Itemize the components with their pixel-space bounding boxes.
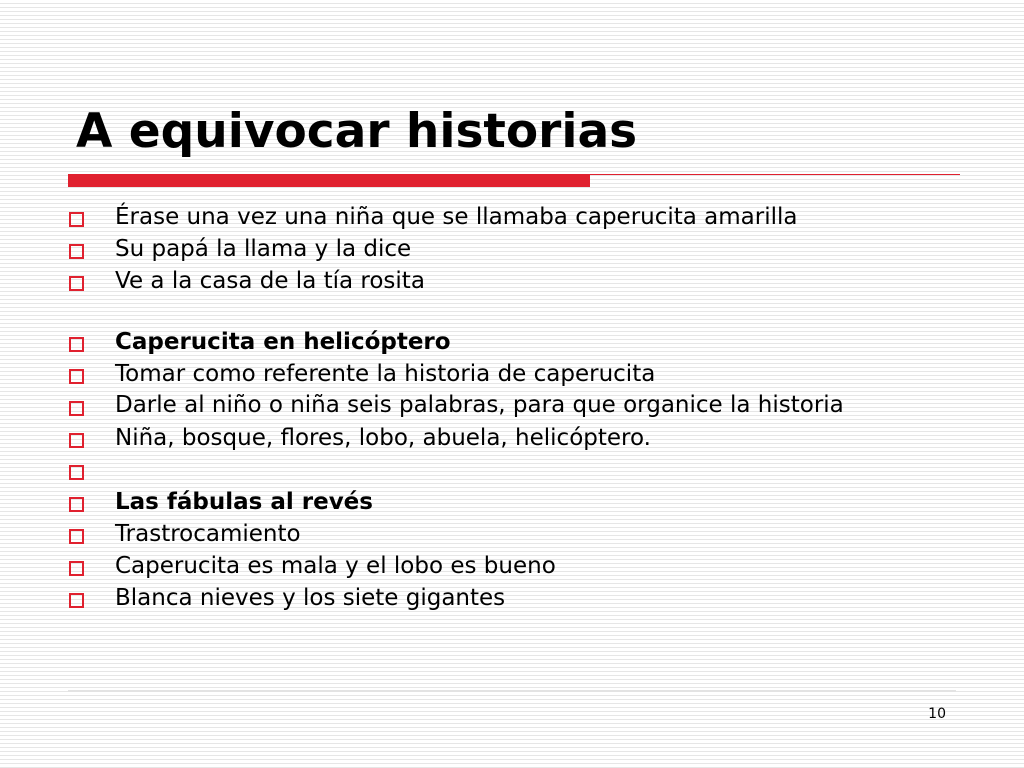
slide-title: A equivocar historias: [76, 104, 638, 159]
bullet-list: [68, 203, 968, 616]
bullet-item: [68, 235, 968, 264]
bullet-item-heading: [68, 488, 968, 517]
page-number: 10: [928, 706, 946, 722]
bullet-text: Érase una vez una niña que se llamaba caperucita amarilla: [115, 204, 798, 230]
bullet-text: Trastrocamiento: [115, 521, 301, 547]
hollow-square-bullet-icon: [69, 497, 84, 512]
bullet-item-empty: [68, 456, 968, 485]
bullet-text: Blanca nieves y los siete gigantes: [115, 585, 506, 611]
hollow-square-bullet-icon: [69, 244, 84, 259]
bullet-item: [68, 392, 968, 421]
hollow-square-bullet-icon: [69, 212, 84, 227]
bullet-item-heading: [68, 328, 968, 357]
bullet-item: [68, 520, 968, 549]
hollow-square-bullet-icon: [69, 465, 84, 480]
hollow-square-bullet-icon: [69, 337, 84, 352]
bullet-text: Ve a la casa de la tía rosita: [115, 268, 425, 294]
bullet-text: Niña, bosque, flores, lobo, abuela, helicóptero.: [115, 425, 651, 451]
hollow-square-bullet-icon: [69, 276, 84, 291]
hollow-square-bullet-icon: [69, 529, 84, 544]
hollow-square-bullet-icon: [69, 401, 84, 416]
bullet-text: Caperucita es mala y el lobo es bueno: [115, 553, 556, 579]
hollow-square-bullet-icon: [69, 593, 84, 608]
bullet-item: [68, 552, 968, 581]
hollow-square-bullet-icon: [69, 433, 84, 448]
hollow-square-bullet-icon: [69, 369, 84, 384]
bullet-text: Tomar como referente la historia de caperucita: [115, 361, 656, 387]
bullet-text: Su papá la llama y la dice: [115, 236, 412, 262]
bullet-item: [68, 203, 968, 232]
bullet-heading-text: Las fábulas al revés: [115, 489, 373, 515]
bullet-item: [68, 360, 968, 389]
hollow-square-bullet-icon: [69, 561, 84, 576]
bullet-item: [68, 584, 968, 613]
bullet-item: [68, 267, 968, 296]
footer-divider: [68, 690, 956, 692]
bullet-heading-text: Caperucita en helicóptero: [115, 329, 451, 355]
title-accent-bar: [68, 175, 590, 187]
bullet-text: Darle al niño o niña seis palabras, para que organice la historia: [115, 392, 844, 418]
bullet-item: [68, 424, 968, 453]
